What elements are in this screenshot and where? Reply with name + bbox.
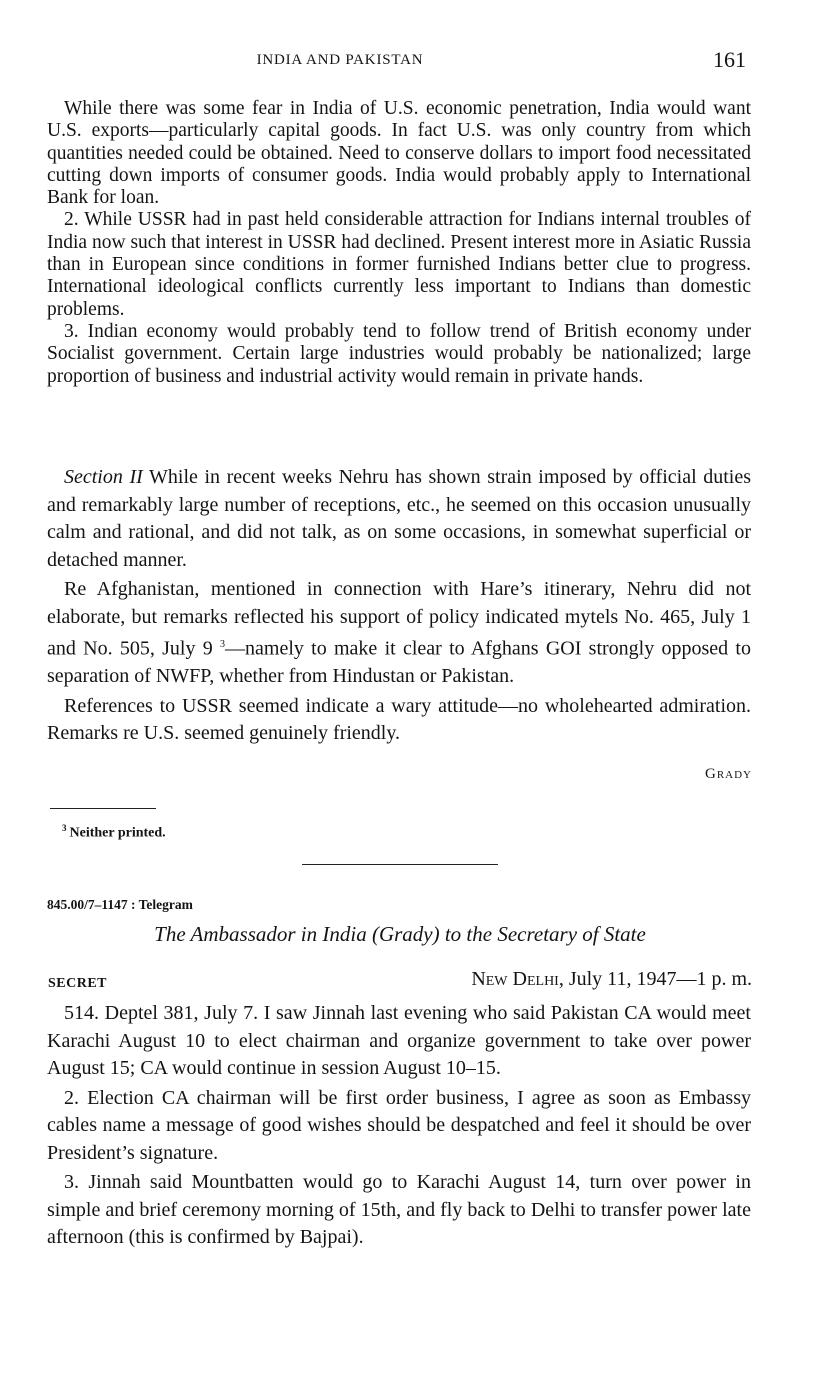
afghan-text-after: —namely to make it clear to Afghans GOI strongly opposed to separation of NWFP, whether from Hindustan or Pakistan. [47, 637, 751, 688]
document-title: The Ambassador in India (Grady) to the Secretary of State [154, 922, 646, 946]
footnote-marker: 3 [62, 823, 67, 833]
paragraph-section-two [47, 464, 751, 574]
paragraph-ussr-attitude: References to USSR seemed indicate a wary attitude—no wholehearted admiration. Remarks re U.S. seemed genuinely friendly. [47, 694, 751, 745]
section-two-label: Section II [64, 466, 143, 488]
paragraph-economic-penetration: While there was some fear in India of U.S. economic penetration, India would want U.S. exports—particularly capital goods. In fact U.S. was only country from which quantities needed could be obtained. Need to conserve dollars to import food necessitated cutting down imports of consumer goods. India would probably apply to International Bank for loan. [47, 98, 751, 209]
dateline-date: , July 11, 1947—1 p. m. [558, 968, 752, 990]
footnote-divider [50, 808, 156, 809]
paragraph-indian-economy: 3. Indian economy would probably tend to follow trend of British economy under Socialist government. Certain large industries would probably be nationalized; large proportion of business and industrial activity would remain in private hands. [47, 320, 751, 387]
section-two-text: While in recent weeks Nehru has shown strain imposed by official duties and remarkably large number of receptions, etc., he seemed on this occasion unusually calm and rational, and did not talk, as on some occasions, in somewhat superficial or detached manner. [47, 466, 751, 571]
document-separator [302, 864, 498, 865]
paragraph-ussr-attraction: 2. While USSR had in past held considerable attraction for Indians internal troubles of India now such that interest in USSR had declined. Present interest more in Asiatic Russia than in European since conditions in former furnished Indians better clue to progress. International ideological conflicts currently less important to Indians than domestic problems. [47, 209, 751, 320]
running-header: INDIA AND PAKISTAN [256, 52, 424, 68]
footnote [62, 823, 166, 842]
paragraph-afghanistan [47, 576, 751, 691]
dateline [471, 968, 752, 991]
top-paragraphs [47, 98, 751, 388]
dateline-place: New Delhi [471, 968, 559, 990]
file-reference: 845.00/7–1147 : Telegram [47, 897, 193, 912]
telegram-paragraph-election: 2. Election CA chairman will be first order business, I agree as soon as Embassy cables name a message of good wishes should be despatched and feel it should be over President’s signature. [47, 1086, 751, 1164]
telegram-paragraph-514: 514. Deptel 381, July 7. I saw Jinnah last evening who said Pakistan CA would meet Karachi August 10 to elect chairman and organize government to take over power August 15; CA would continue in session August 10–15. [47, 1002, 751, 1079]
footnote-reference: 3 [220, 639, 226, 650]
section-two-block [47, 464, 751, 750]
classification-label: SECRET [48, 976, 108, 991]
telegram-body [47, 1000, 751, 1254]
signature-grady: Grady [704, 766, 752, 782]
footnote-text: Neither printed. [69, 825, 166, 841]
telegram-paragraph-mountbatten: 3. Jinnah said Mountbatten would go to Karachi August 14, turn over power in simple and brief ceremony morning of 15th, and fly back to Delhi to transfer power late afternoon (this is confirmed by Bajpai). [47, 1171, 751, 1248]
afghan-text-before: Re Afghanistan, mentioned in connection with Hare’s itinerary, Nehru did not elaborate, but remarks reflected his support of policy indicated mytels No. 465, July 1 and No. 505, July 9 [47, 578, 751, 660]
page-number: 161 [713, 47, 746, 72]
